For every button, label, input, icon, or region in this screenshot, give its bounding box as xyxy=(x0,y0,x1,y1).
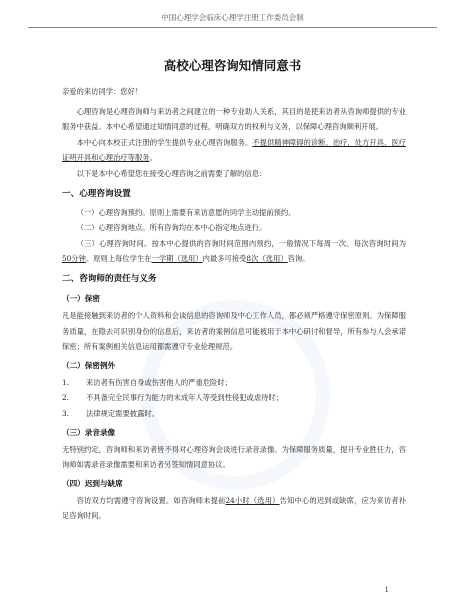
intro-paragraph-2 xyxy=(62,135,406,166)
item3-g: 咨询。 xyxy=(287,254,310,264)
intro2-underlined: 不提供精神障碍的诊断、治疗，处方开具、医疗证明开具和心理治疗等服务 xyxy=(62,137,407,163)
lateness-text xyxy=(62,493,406,524)
exception-text: 法律规定需要披露时。 xyxy=(86,408,159,418)
item3-e: 内最多可接受 xyxy=(202,254,247,264)
exception-item xyxy=(62,390,406,406)
exception-item xyxy=(62,406,406,422)
lateness-c: 告知中心的迟到或缺席，应为来访者补足咨询时间。 xyxy=(62,495,406,521)
page-number: 1 xyxy=(384,586,389,594)
recording-text: 无特别约定，咨询师和来访者皆不得对心理咨询会谈进行录音录像。为保障服务质量，提升专业胜任力，咨询师如需录音录像需要和来访者另签知情同意协议。 xyxy=(62,444,406,470)
lateness-a: 咨访双方均需遵守咨询设置。如咨询师未提前 xyxy=(76,495,226,505)
exception-number: 2. xyxy=(62,393,69,403)
item3-a: （三）心理咨询时间。按本中心提供的咨询时间范围内预约，一般情况下每周一次、每次咨询时间为 xyxy=(76,238,406,248)
setting-item-3 xyxy=(62,236,406,267)
exception-number: 1. xyxy=(62,377,69,387)
intro2-text: 本中心向本校正式注册的学生提供专业心理咨询服务。 xyxy=(76,137,253,147)
subheading-confidentiality: （一）保密 xyxy=(62,293,100,303)
subheading-exceptions: （二）保密例外 xyxy=(62,360,116,370)
item3-count: 8次（选用） xyxy=(246,254,288,264)
document-body xyxy=(62,84,406,524)
document-title: 高校心理咨询知情同意书 xyxy=(163,58,302,73)
item3-term: 一学期（选用） xyxy=(151,254,203,264)
exception-text: 不具备完全民事行为能力的未成年人等受到性侵犯或虐待时； xyxy=(86,393,284,403)
exception-text: 来访者有伤害自身或伤害他人的严重危险时； xyxy=(86,377,232,387)
setting-item-1: （一）心理咨询预约。原则上需要有来访意愿的同学主动提前预约。 xyxy=(76,207,296,217)
greeting: 亲爱的来访同学：您好！ xyxy=(62,87,143,96)
intro2-end: 。 xyxy=(149,153,157,163)
item3-duration: 50分钟 xyxy=(62,254,86,264)
section-heading-1: 一、心理咨询设置 xyxy=(62,188,131,199)
section-heading-2: 二、咨询师的责任与义务 xyxy=(62,273,157,284)
setting-item-2: （二）心理咨询地点。所有咨询均在本中心指定地点进行。 xyxy=(76,223,267,233)
header-rule xyxy=(28,27,437,28)
subheading-recording: （三）录音录像 xyxy=(62,427,116,437)
page-header: 中国心理学会临床心理学注册工作委员会制 xyxy=(161,13,304,22)
exception-item xyxy=(62,375,406,391)
intro-paragraph-3: 以下是本中心希望您在接受心理咨询之前需要了解的信息： xyxy=(76,168,267,178)
subheading-lateness: （四）迟到与缺席 xyxy=(62,478,123,488)
confidentiality-text: 凡是能接触到来访者的个人资料和会谈信息的咨询师及中心工作人员，都必须严格遵守保密原则。为保障服务质量，在隐去可识别身份的信息后，来访者的案例信息可能被用于本中心研讨和督导，所有参与人会承诺保密；所有案例相关信息运用都需遵守专业伦理规范。 xyxy=(62,310,406,352)
intro-paragraph-1: 心理咨询是心理咨询师与来访者之间建立的一种专业助人关系，其目的是使来访者从咨询师提供的专业服务中获益。本中心希望通过知情同意的过程，明确双方的权利与义务，以保障心理咨询顺利开展。 xyxy=(62,106,406,132)
exception-number: 3. xyxy=(62,408,69,418)
item3-c: 。原则上每位学生在 xyxy=(85,254,152,264)
lateness-notice: 24小时（选用） xyxy=(225,495,280,505)
